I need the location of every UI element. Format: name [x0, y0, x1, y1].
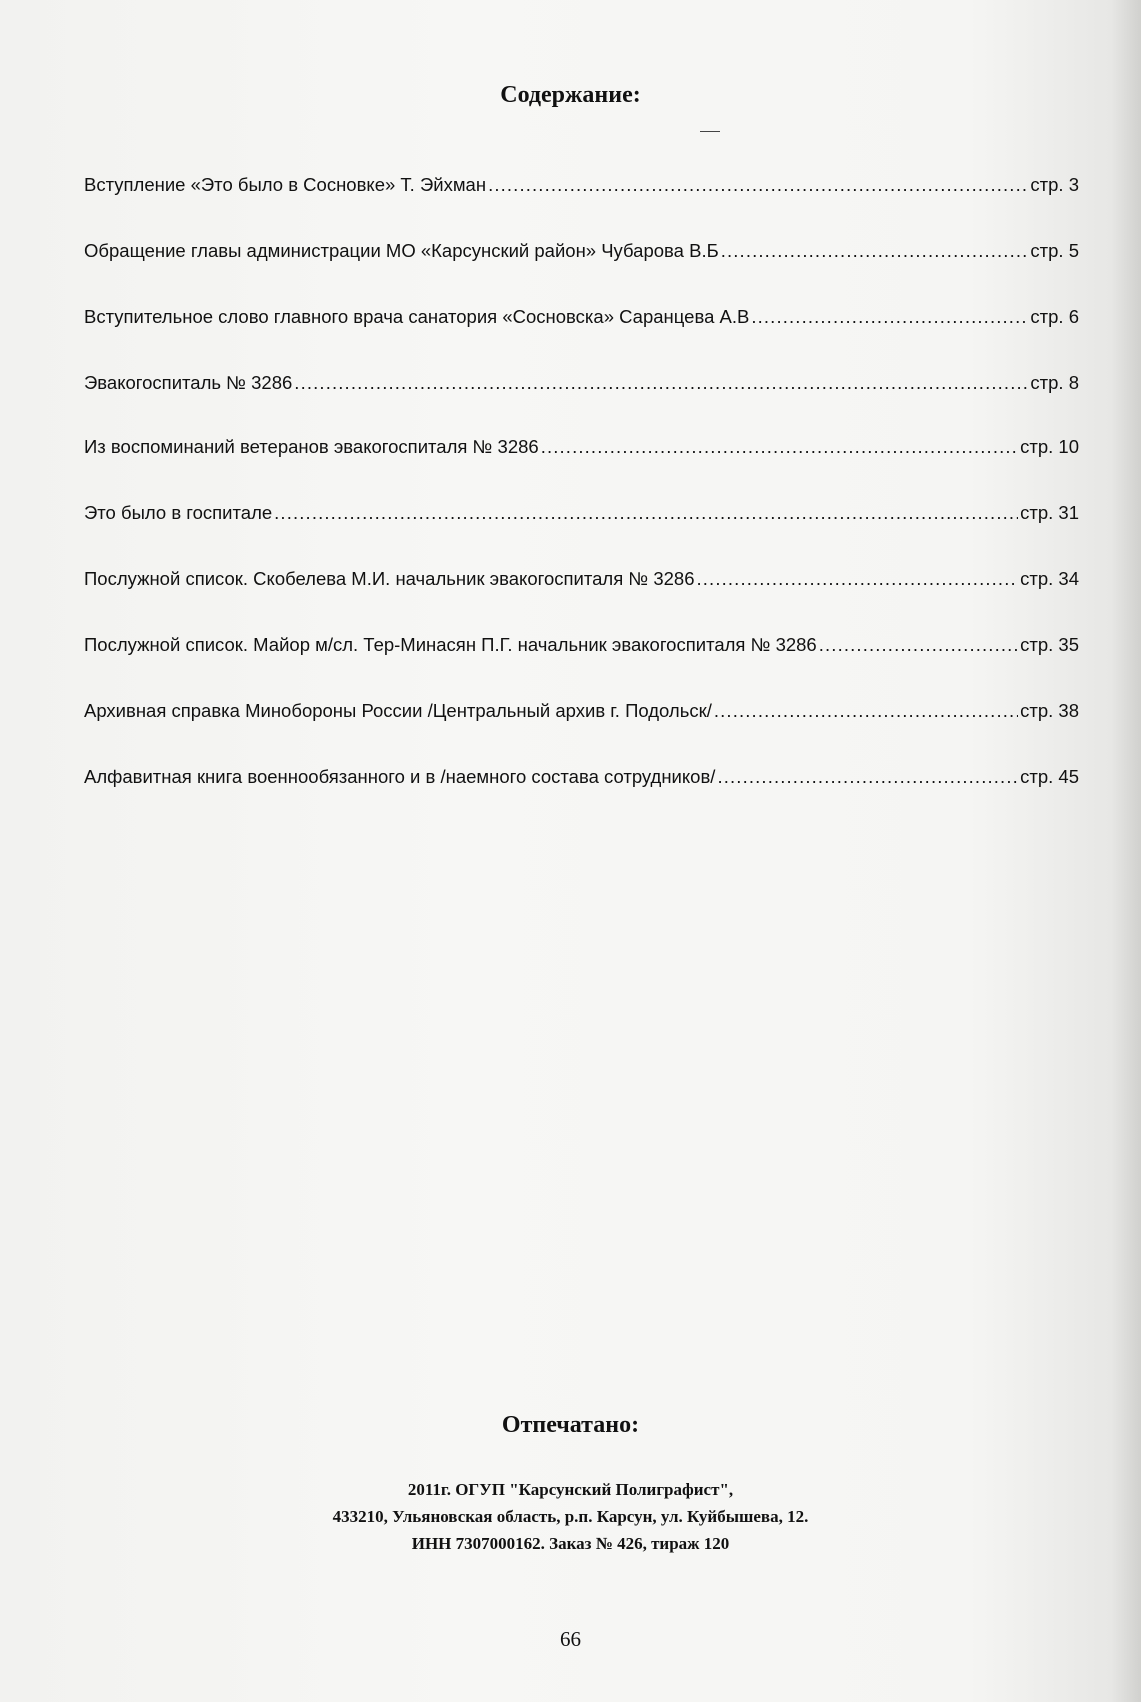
- page-number: 66: [560, 1627, 581, 1651]
- toc-entry: [84, 700, 1079, 722]
- title-divider: [700, 131, 720, 132]
- toc-entry-title: Послужной список. Майор м/сл. Тер-Минасян П.Г. начальник эвакогоспиталя № 3286: [84, 634, 817, 655]
- toc-entry: [84, 174, 1079, 196]
- toc-leader-dots: [751, 306, 1028, 328]
- toc-entry-title: Алфавитная книга военнообязанного и в /наемного состава сотрудников/: [84, 766, 716, 787]
- imprint-line: ИНН 7307000162. Заказ № 426, тираж 120: [411, 1534, 730, 1553]
- imprint-line: 433210, Ульяновская область, р.п. Карсун, ул. Куйбышева, 12.: [332, 1507, 809, 1526]
- toc-entry-title: Это было в госпитале: [84, 502, 273, 523]
- toc-entry-page: стр. 10: [1020, 436, 1079, 457]
- imprint-title: Отпечатано:: [501, 1412, 640, 1438]
- toc-entry-page: стр. 35: [1020, 634, 1079, 655]
- toc-leader-dots: [819, 634, 1018, 656]
- toc-entry-page: стр. 6: [1030, 306, 1079, 327]
- toc-entry-title: Архивная справка Минобороны России /Центральный архив г. Подольск/: [84, 700, 712, 721]
- toc-entry: [84, 436, 1079, 458]
- toc-entry-title: Вступительное слово главного врача санатория «Сосновска» Саранцева А.В: [84, 306, 750, 327]
- imprint-line: 2011г. ОГУП "Карсунский Полиграфист",: [407, 1480, 734, 1499]
- toc-entry-title: Обращение главы администрации МО «Карсунский район» Чубарова В.Б: [84, 240, 719, 261]
- toc-entry-page: стр. 38: [1020, 700, 1079, 721]
- toc-title: Содержание:: [500, 82, 641, 108]
- toc-leader-dots: [717, 766, 1018, 788]
- toc-leader-dots: [697, 568, 1019, 590]
- toc-entry: [84, 306, 1079, 328]
- toc-entry: [84, 502, 1079, 524]
- toc-entry-page: стр. 31: [1020, 502, 1079, 523]
- toc-entry-page: стр. 8: [1030, 372, 1079, 393]
- toc-entry-page: стр. 45: [1020, 766, 1079, 787]
- toc-leader-dots: [721, 240, 1029, 262]
- toc-entry: [84, 372, 1079, 394]
- toc-entry-page: стр. 3: [1030, 174, 1079, 195]
- toc-entry: [84, 766, 1079, 788]
- toc-leader-dots: [294, 372, 1028, 394]
- toc-entry-page: стр. 34: [1020, 568, 1079, 589]
- toc-entry: [84, 634, 1079, 656]
- imprint-block: [0, 1476, 1141, 1557]
- toc-leader-dots: [488, 174, 1028, 196]
- toc-entry-title: Послужной список. Скобелева М.И. начальник эвакогоспиталя № 3286: [84, 568, 695, 589]
- toc-leader-dots: [541, 436, 1018, 458]
- toc-entry-title: Из воспоминаний ветеранов эвакогоспиталя № 3286: [84, 436, 539, 457]
- toc-entry: [84, 568, 1079, 590]
- page-edge-shadow: [1111, 0, 1141, 1702]
- toc-entry: [84, 240, 1079, 262]
- toc-entry-title: Эвакогоспиталь № 3286: [84, 372, 293, 393]
- toc-entry-page: стр. 5: [1030, 240, 1079, 261]
- toc-entry-title: Вступление «Это было в Сосновке» Т. Эйхман: [84, 174, 487, 195]
- toc-leader-dots: [274, 502, 1018, 524]
- toc-leader-dots: [714, 700, 1018, 722]
